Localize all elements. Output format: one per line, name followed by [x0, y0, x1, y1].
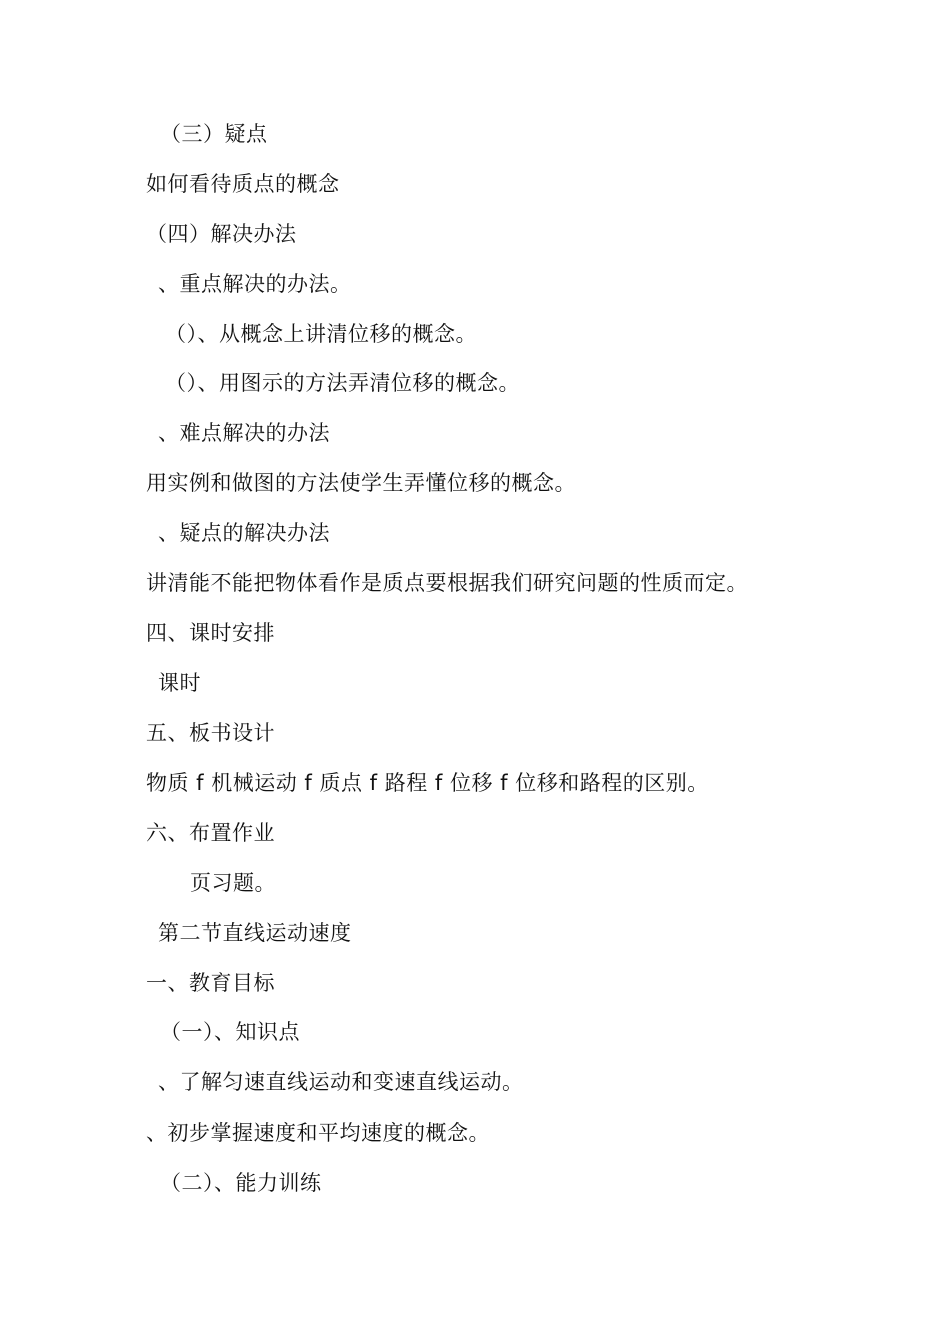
- list-item: 、初步掌握速度和平均速度的概念。: [146, 1121, 490, 1145]
- paragraph-line: 课时: [158, 671, 201, 695]
- list-item: 、疑点的解决办法: [158, 521, 330, 545]
- chapter-title: 第二节直线运动速度: [158, 921, 352, 945]
- section-heading: 六、布置作业: [146, 821, 275, 845]
- list-item: （）、用图示的方法弄清位移的概念。: [165, 371, 520, 395]
- list-item: 、难点解决的办法: [158, 421, 330, 445]
- list-item: 、了解匀速直线运动和变速直线运动。: [158, 1070, 524, 1094]
- heading-solutions: （四）解决办法: [146, 222, 297, 246]
- paragraph-line: 讲清能不能把物体看作是质点要根据我们研究问题的性质而定。: [146, 571, 748, 595]
- section-heading: 五、板书设计: [146, 721, 275, 745]
- paragraph-line: 物质 f 机械运动 f 质点 f 路程 f 位移 f 位移和路程的区别。: [146, 771, 709, 795]
- subsection-heading: （二）、能力训练: [160, 1171, 322, 1195]
- paragraph-line: 页习题。: [190, 871, 276, 895]
- subsection-heading: （一）、知识点: [160, 1020, 300, 1044]
- list-item: 、重点解决的办法。: [158, 272, 352, 296]
- list-item: （）、从概念上讲清位移的概念。: [165, 322, 477, 346]
- section-heading: 一、教育目标: [146, 971, 275, 995]
- paragraph-line: 如何看待质点的概念: [146, 172, 340, 196]
- heading-doubt-point: （三）疑点: [160, 122, 268, 146]
- paragraph-line: 用实例和做图的方法使学生弄懂位移的概念。: [146, 471, 576, 495]
- section-heading: 四、课时安排: [146, 621, 275, 645]
